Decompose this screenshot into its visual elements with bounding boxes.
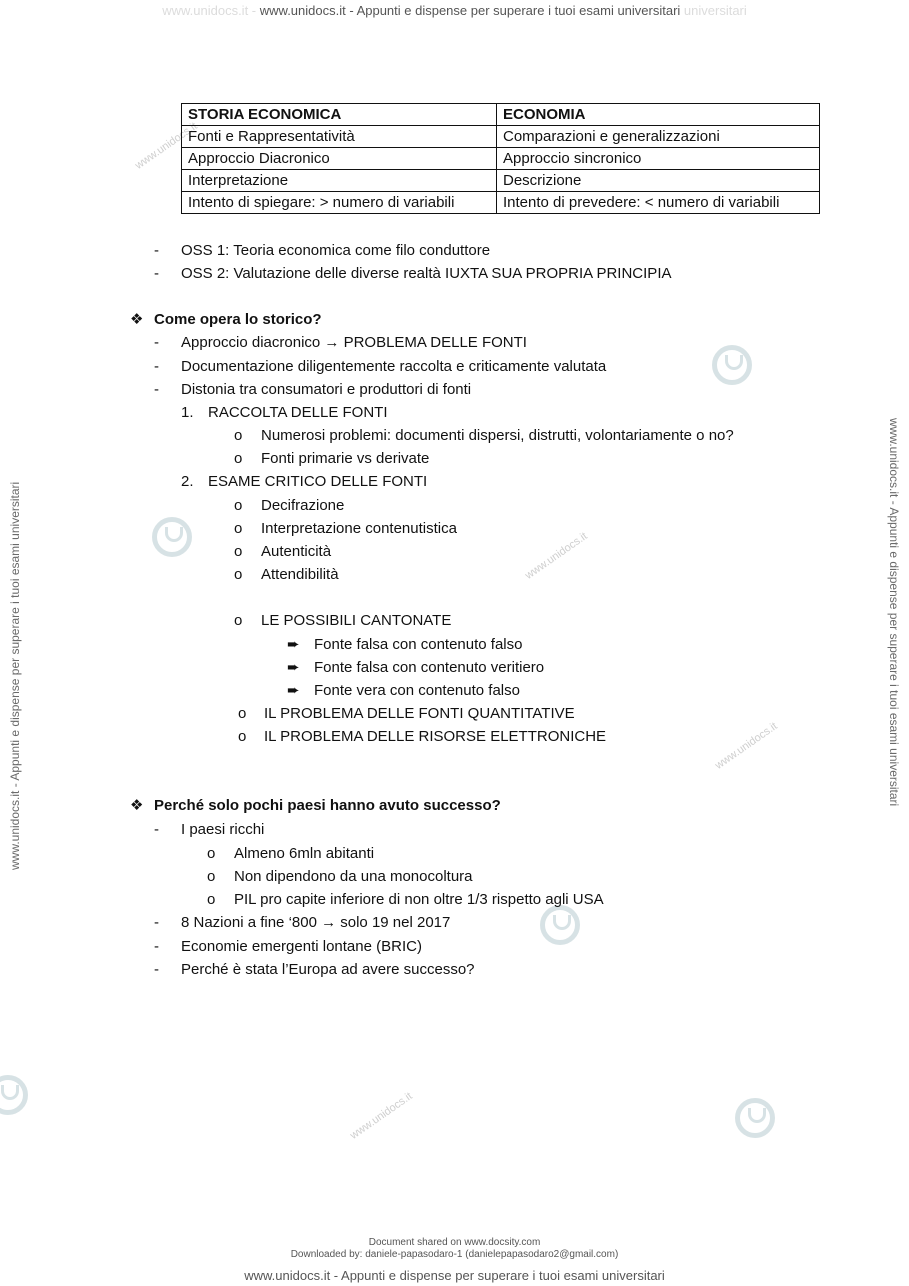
table-row: [182, 192, 820, 214]
oss-1: OSS 1: Teoria economica come filo conduttore: [181, 242, 491, 259]
watermark-right: www.unidocs.it - Appunti e dispense per superare i tuoi esami universitari: [887, 418, 901, 807]
circle-marker: o: [234, 497, 243, 514]
diagonal-watermark: www.unidocs.it: [133, 120, 200, 172]
list-item: Economie emergenti lontane (BRIC): [181, 938, 422, 955]
watermark-bottom: www.unidocs.it - Appunti e dispense per superare i tuoi esami universitari: [244, 1268, 665, 1283]
download-note: Downloaded by: daniele-papasodaro-1 (danielepapasodaro2@gmail.com): [290, 1249, 619, 1260]
table-cell: Fonti e Rappresentatività: [182, 126, 497, 148]
dash-marker: -: [154, 242, 159, 259]
arrow-bullet-icon: ➨: [287, 636, 300, 653]
table-cell: Interpretazione: [182, 170, 497, 192]
sub-item: Decifrazione: [261, 497, 345, 514]
arrow-item: Fonte falsa con contenuto falso: [314, 636, 523, 653]
table-cell: Intento di spiegare: > numero di variabili: [182, 192, 497, 214]
watermark-left: www.unidocs.it - Appunti e dispense per superare i tuoi esami universitari: [8, 481, 22, 870]
table-cell: Approccio sincronico: [497, 148, 820, 170]
table-header-cell: ECONOMIA: [497, 104, 820, 126]
sub-item: Fonti primarie vs derivate: [261, 450, 430, 467]
list-item: Approccio diacronico → PROBLEMA DELLE FONTI: [181, 334, 527, 351]
dash-marker: -: [154, 821, 159, 838]
arrow-item: Fonte falsa con contenuto veritiero: [314, 659, 545, 676]
section-title: Come opera lo storico?: [154, 311, 322, 328]
dash-marker: -: [154, 358, 159, 375]
sub-item: Non dipendono da una monocoltura: [234, 868, 473, 885]
sub-item: Autenticità: [261, 543, 332, 560]
watermark-ghost-left: www.unidocs.it -: [162, 3, 257, 18]
sub-item: Numerosi problemi: documenti dispersi, distrutti, volontariamente o no?: [261, 427, 734, 444]
unidocs-logo-icon: [540, 905, 580, 945]
table-cell: Approccio Diacronico: [182, 148, 497, 170]
table-header-cell: STORIA ECONOMICA: [182, 104, 497, 126]
list-item: Documentazione diligentemente raccolta e criticamente valutata: [181, 358, 607, 375]
dash-marker: -: [154, 938, 159, 955]
sub-item: Attendibilità: [261, 566, 339, 583]
table-cell: Intento di prevedere: < numero di variabili: [497, 192, 820, 214]
step-label: RACCOLTA DELLE FONTI: [208, 404, 388, 421]
unidocs-logo-icon: [152, 517, 192, 557]
sub-item: Interpretazione contenutistica: [261, 520, 457, 537]
number-marker: 2.: [181, 473, 194, 490]
list-item: I paesi ricchi: [181, 821, 265, 838]
circle-marker: o: [207, 891, 216, 908]
section-title: Perché solo pochi paesi hanno avuto successo?: [154, 797, 501, 814]
unidocs-logo-icon: [735, 1098, 775, 1138]
circle-marker: o: [234, 520, 243, 537]
list-item: Distonia tra consumatori e produttori di fonti: [181, 381, 472, 398]
arrow-bullet-icon: ➨: [287, 682, 300, 699]
watermark-ghost-right: universitari: [683, 3, 747, 18]
circle-marker: o: [238, 728, 247, 745]
dash-marker: -: [154, 334, 159, 351]
unidocs-logo-icon: [0, 1075, 28, 1115]
sub-item: IL PROBLEMA DELLE RISORSE ELETTRONICHE: [264, 728, 607, 745]
table-row: [182, 170, 820, 192]
diagonal-watermark: www.unidocs.it: [348, 1090, 415, 1142]
table-cell: Comparazioni e generalizzazioni: [497, 126, 820, 148]
table-header-row: [182, 104, 820, 126]
sub-item: PIL pro capite inferiore di non oltre 1/3 rispetto agli USA: [234, 891, 604, 908]
circle-marker: o: [234, 450, 243, 467]
oss-2: OSS 2: Valutazione delle diverse realtà IUXTA SUA PROPRIA PRINCIPIA: [181, 265, 672, 282]
watermark-top-text: www.unidocs.it - Appunti e dispense per superare i tuoi esami universitari: [259, 3, 681, 18]
arrow-bullet-icon: ➨: [287, 659, 300, 676]
diamond-bullet-icon: ❖: [130, 311, 144, 328]
unidocs-logo-icon: [712, 345, 752, 385]
comparison-table: [181, 103, 820, 214]
table-row: [182, 148, 820, 170]
sub-item: LE POSSIBILI CANTONATE: [261, 612, 452, 629]
circle-marker: o: [234, 612, 243, 629]
watermark-top: [0, 3, 909, 18]
docsity-share-note: Document shared on www.docsity.com: [368, 1237, 541, 1248]
dash-marker: -: [154, 265, 159, 282]
sub-item: IL PROBLEMA DELLE FONTI QUANTITATIVE: [264, 705, 575, 722]
circle-marker: o: [234, 427, 243, 444]
list-item: 8 Nazioni a fine ‘800 → solo 19 nel 2017: [181, 914, 451, 931]
dash-marker: -: [154, 961, 159, 978]
diagonal-watermark: www.unidocs.it: [523, 530, 590, 582]
diagonal-watermark: www.unidocs.it: [713, 720, 780, 772]
list-item: Perché è stata l’Europa ad avere successo?: [181, 961, 475, 978]
sub-item: Almeno 6mln abitanti: [234, 845, 375, 862]
circle-marker: o: [234, 566, 243, 583]
circle-marker: o: [238, 705, 247, 722]
diamond-bullet-icon: ❖: [130, 797, 144, 814]
dash-marker: -: [154, 381, 159, 398]
table-row: [182, 126, 820, 148]
circle-marker: o: [234, 543, 243, 560]
arrow-item: Fonte vera con contenuto falso: [314, 682, 520, 699]
table-cell: Descrizione: [497, 170, 820, 192]
circle-marker: o: [207, 845, 216, 862]
circle-marker: o: [207, 868, 216, 885]
step-label: ESAME CRITICO DELLE FONTI: [208, 473, 428, 490]
dash-marker: -: [154, 914, 159, 931]
number-marker: 1.: [181, 404, 194, 421]
